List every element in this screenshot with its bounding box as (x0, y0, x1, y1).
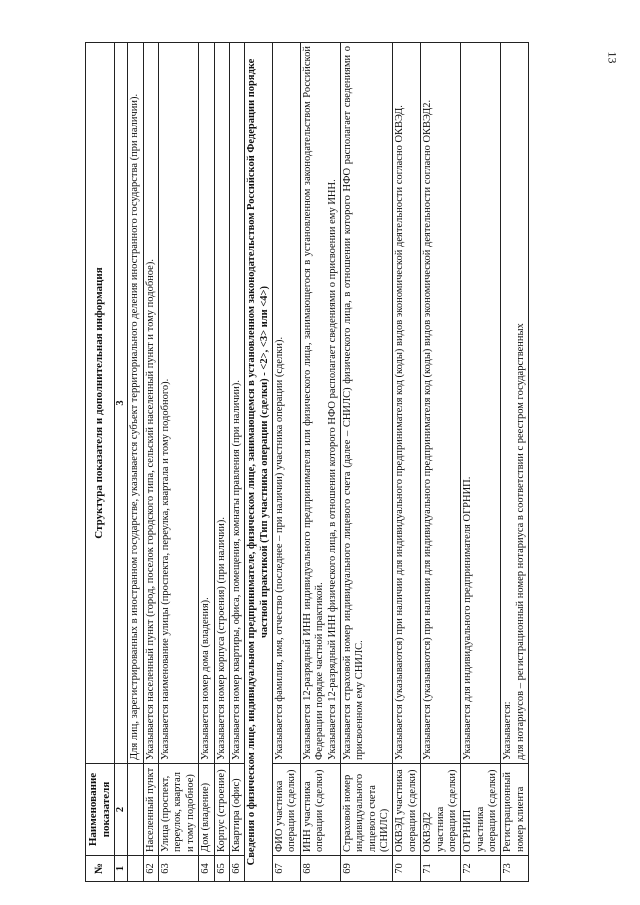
table-row (143, 43, 158, 882)
row-name: Корпус (строение) (214, 764, 229, 856)
row-text-extra: для нотариусов – регистрационный номер нотариуса в соответствии с реестром государственных (514, 323, 526, 760)
row-num: 69 (340, 856, 393, 882)
row-num: 73 (501, 856, 529, 882)
page-number: 13 (605, 51, 620, 64)
indicator-table (85, 42, 529, 882)
section-title-row (245, 43, 273, 882)
rotated-table-container (85, 42, 555, 882)
row-text: Указывается (указываются) при наличии для индивидуального предпринимателя код (коды) видов экономической деятельности согласно ОКВЭД. (393, 43, 421, 764)
col-number-3: 3 (114, 43, 127, 764)
column-number-row (114, 43, 127, 882)
table-row (393, 43, 421, 882)
row-name: Квартира (офис) (229, 764, 244, 856)
row-text: Указывается наименование улицы (проспекта, переулка, квартала и тому подобного). (159, 43, 199, 764)
table-row (340, 43, 393, 882)
header-name: Наименование показателя (86, 764, 115, 856)
row-num: 70 (393, 856, 421, 882)
header-structure: Структура показателя и дополнительная информация (86, 43, 115, 764)
row-name (128, 764, 143, 856)
row-num: 72 (461, 856, 501, 882)
row-num: 68 (300, 856, 340, 882)
row-text: Указывается номер дома (владения). (199, 43, 214, 764)
row-name: Дом (владение) (199, 764, 214, 856)
table-row (128, 43, 143, 882)
row-num: 64 (199, 856, 214, 882)
row-text: Указывается (указываются) при наличии для индивидуального предпринимателя код (коды) видов экономической деятельности согласно ОКВЭД2. (421, 43, 461, 764)
row-name: Улица (проспект, переулок, квартал и тому подобное) (159, 764, 199, 856)
row-num: 67 (273, 856, 301, 882)
table-row (273, 43, 301, 882)
row-num: 63 (159, 856, 199, 882)
row-text: Указывается для индивидуального предпринимателя ОГРНИП. (461, 43, 501, 764)
row-name: ИНН участника операции (сделки) (300, 764, 340, 856)
row-name: Населенный пункт (143, 764, 158, 856)
table-row (229, 43, 244, 882)
table-row (214, 43, 229, 882)
row-num: 66 (229, 856, 244, 882)
table-row (199, 43, 214, 882)
row-text: Указывается страховой номер индивидуального лицевого счета (далее – СНИЛС) физического лица, в отношении которого НФО располагает сведениями о присвоенном ему СНИЛС. (340, 43, 393, 764)
row-text: Указывается номер корпуса (строения) (при наличии). (214, 43, 229, 764)
row-name: ФИО участника операции (сделки) (273, 764, 301, 856)
table-row (159, 43, 199, 882)
row-text-cell (300, 43, 340, 764)
header-row (86, 43, 115, 882)
row-text-cell (501, 43, 529, 764)
row-text: Указывается номер квартиры, офиса, помещения, комнаты правления (при наличии). (229, 43, 244, 764)
table-row (421, 43, 461, 882)
row-num: 62 (143, 856, 158, 882)
col-number-1: 1 (114, 856, 127, 882)
col-number-2: 2 (114, 764, 127, 856)
header-num: № (86, 856, 115, 882)
row-name: ОКВЭД2 участника операции (сделки) (421, 764, 461, 856)
row-text: Указывается 12-разрядный ИНН индивидуального предпринимателя или физического лица, занимающегося в установленном законодательством Российской Федерации порядке частной практикой. (301, 46, 326, 760)
table-row (461, 43, 501, 882)
row-num: 71 (421, 856, 461, 882)
row-text: Указывается фамилия, имя, отчество (последнее – при наличии) участника операции (сделки). (273, 43, 301, 764)
row-text: Для лиц, зарегистрированных в иностранном государстве, указывается субъект территориального деления иностранного государства (при наличии). (128, 43, 143, 764)
row-name: Регистрационный номер клиента (501, 764, 529, 856)
row-text-extra: Указывается 12-разрядный ИНН физического лица, в отношении которого НФО располагает сведениями о присвоении ему ИНН. (326, 179, 338, 760)
row-text: Указывается населенный пункт (город, поселок городского типа, сельский населенный пункт и тому подобное). (143, 43, 158, 764)
row-name: ОКВЭД участника операции (сделки) (393, 764, 421, 856)
row-name: ОГРНИП участника операции (сделки) (461, 764, 501, 856)
section-title: Сведения о физическом лице, индивидуальном предпринимателе, физическом лице, занимающемся в установленном законодательством Российской Федерации порядке частной практикой (Тип участника операции (сделки) - <2>, <3> или <4>) (245, 43, 273, 882)
row-text: Указывается: (502, 701, 514, 760)
table-row (300, 43, 340, 882)
row-num (128, 856, 143, 882)
table-row (501, 43, 529, 882)
row-num: 65 (214, 856, 229, 882)
row-name: Страховой номер индивидуального лицевого счета (СНИЛС) (340, 764, 393, 856)
